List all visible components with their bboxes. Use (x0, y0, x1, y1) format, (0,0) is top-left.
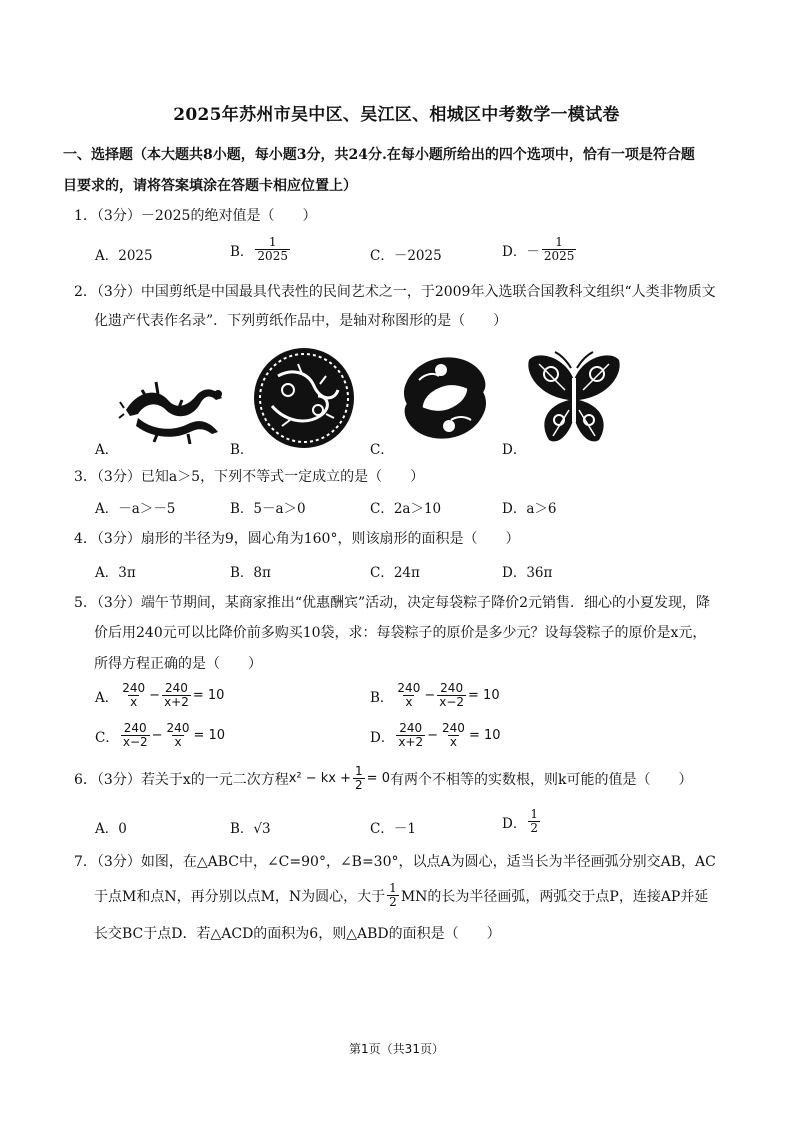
q4-option-a: A．3π (95, 565, 136, 581)
fraction-numerator: 1 (268, 235, 277, 249)
minus-sign: − (151, 728, 163, 743)
equation-rhs: = 10 (192, 688, 225, 703)
fraction-denominator: x−2 (122, 735, 148, 749)
fraction-numerator: 1 (355, 764, 363, 778)
q6-equation (289, 765, 390, 792)
q1-stem: 1．（3分）－2025的绝对值是（ ） (74, 208, 317, 224)
q7-line-2-pre: 于点M和点N，再分别以点M，N为圆心，大于 (94, 888, 386, 905)
q5-option-a (95, 682, 224, 709)
q1-option-d (502, 236, 578, 263)
q4-option-b: B．8π (230, 565, 271, 581)
equation-right: = 0 (366, 771, 390, 786)
fraction-numerator: 240 (442, 721, 465, 735)
q6-stem (74, 765, 692, 792)
page-footer: 第1页（共31页） (349, 1042, 444, 1056)
page-title: 2025年苏州市吴中区、吴江区、相城区中考数学一模试卷 (173, 105, 620, 125)
fraction (121, 722, 150, 749)
fraction-denominator: 2 (355, 778, 363, 792)
q5-stem-line-3: 所得方程正确的是（ ） (94, 656, 262, 672)
section-heading-line-2: 目要求的，请将答案填涂在答题卡相应位置上） (63, 178, 357, 194)
fraction-numerator: 240 (440, 681, 464, 695)
q6-option-c: C．－1 (370, 821, 416, 837)
q1-option-a: A．2025 (95, 248, 153, 264)
fraction-denominator: x+2 (164, 695, 189, 709)
q6-option-d-fraction (528, 808, 540, 835)
fraction (437, 682, 466, 709)
q6-option-a: A．0 (95, 821, 127, 837)
q2-option-c: C． (370, 442, 394, 458)
fraction-numerator: 240 (397, 681, 421, 695)
q3-stem: 3．（3分）已知a＞5，下列不等式一定成立的是（ ） (74, 469, 425, 485)
fraction-denominator: x (449, 735, 458, 749)
q5-option-d-equation (394, 722, 500, 749)
equation-rhs: = 10 (193, 728, 226, 743)
fraction-numerator: 240 (165, 681, 188, 695)
fraction-denominator: 2025 (257, 249, 288, 263)
q3-option-a: A．－a＞－5 (95, 501, 176, 517)
equation-rhs: = 10 (468, 728, 501, 743)
swirl-papercut-image (395, 346, 495, 450)
fraction (353, 765, 365, 792)
q5-stem-line-1: 5．（3分）端午节期间，某商家推出“优惠酬宾”活动，决定每袋粽子降价2元销售．细心的小夏发现，降 (74, 595, 711, 611)
q1-option-d-fraction (542, 236, 577, 263)
fraction-denominator: x (405, 695, 413, 709)
q1-option-b (230, 236, 292, 263)
fraction (162, 682, 191, 709)
section-heading-line-1: 一、选择题（本大题共8小题，每小题3分，共24分.在每小题所给出的四个选项中，恰有一项是符合题 (63, 147, 695, 163)
q5-option-b-equation (393, 682, 499, 709)
q5-option-c-equation (119, 722, 225, 749)
fraction-denominator: x (130, 695, 138, 709)
fraction-numerator: 240 (399, 721, 423, 735)
fraction-denominator: 2 (530, 821, 538, 835)
q5-option-c-label: C． (95, 729, 119, 746)
q3-option-b: B．5－a＞0 (230, 501, 306, 517)
fraction-denominator: x−2 (439, 695, 465, 709)
q2-stem-line-1: 2．（3分）中国剪纸是中国最具代表性的民间艺术之一，于2009年入选联合国教科文组织“人类非物质文 (74, 284, 716, 300)
equation-rhs: = 10 (468, 688, 500, 703)
q5-option-a-equation (118, 682, 224, 709)
fraction-numerator: 240 (166, 721, 190, 735)
q7-stem-line-2 (94, 882, 708, 909)
butterfly-papercut-image (525, 350, 623, 450)
q3-option-d: D．a＞6 (502, 501, 557, 517)
q6-option-d-label: D． (502, 815, 527, 832)
minus-sign: − (427, 728, 439, 743)
fraction (165, 722, 192, 749)
q5-option-b-label: B． (370, 689, 394, 706)
q3-option-c: C．2a＞10 (370, 501, 442, 517)
fraction (440, 722, 467, 749)
q2-option-b: B． (230, 442, 254, 458)
q7-line-2-post: MN的长为半径画弧，两弧交于点P，连接AP并延 (400, 888, 709, 905)
q4-option-c: C．24π (370, 565, 420, 581)
dragon-papercut-image (118, 370, 228, 450)
q1-option-d-label: D．－ (502, 243, 540, 260)
fraction-numerator: 1 (389, 881, 397, 895)
q2-option-a: A． (95, 442, 119, 458)
q1-option-b-label: B． (230, 243, 254, 260)
q2-stem-line-2: 化遗产代表作名录”．下列剪纸作品中，是轴对称图形的是（ ） (94, 313, 508, 329)
fraction-numerator: 240 (123, 721, 147, 735)
fraction (387, 882, 399, 909)
section-heading (63, 140, 733, 202)
q6-stem-pre: 6．（3分）若关于x的一元二次方程 (74, 771, 289, 788)
q5-option-d (370, 722, 501, 749)
equation-left: x² − kx + (288, 771, 352, 786)
fraction-numerator: 1 (530, 807, 538, 821)
q5-option-a-label: A． (95, 689, 119, 706)
q6-option-b: B．√3 (230, 821, 271, 837)
q2-option-d: D． (502, 442, 527, 458)
fraction-denominator: 2 (389, 895, 397, 909)
round-papercut-image (248, 346, 360, 450)
q5-option-c (95, 722, 225, 749)
q5-option-d-label: D． (370, 729, 395, 746)
fraction (396, 722, 425, 749)
q5-option-b (370, 682, 500, 709)
fraction-numerator: 240 (122, 681, 146, 695)
minus-sign: − (149, 688, 161, 703)
fraction-numerator: 1 (555, 235, 563, 249)
q6-option-d (502, 808, 542, 835)
q4-stem: 4．（3分）扇形的半径为9，圆心角为160°，则该扇形的面积是（ ） (74, 531, 520, 547)
q6-stem-post: 有两个不相等的实数根，则k可能的值是（ ） (389, 771, 693, 788)
q1-option-b-fraction (255, 236, 290, 263)
fraction-denominator: 2025 (543, 249, 575, 263)
q1-option-c: C．－2025 (370, 248, 442, 264)
fraction-denominator: x+2 (398, 735, 424, 749)
minus-sign: − (424, 688, 436, 703)
q7-stem-line-3: 长交BC于点D．若△ACD的面积为6，则△ABD的面积是（ ） (94, 926, 501, 942)
q5-stem-line-2: 价后用240元可以比降价前多购买10袋，求：每袋粽子的原价是多少元？设每袋粽子的原价是x元， (94, 625, 707, 641)
fraction (395, 682, 422, 709)
fraction (120, 682, 147, 709)
fraction-denominator: x (174, 735, 182, 749)
q7-stem-line-1: 7．（3分）如图，在△ABC中，∠C=90°，∠B=30°，以点A为圆心，适当长为半径画弧分别交AB，AC (74, 854, 716, 870)
q4-option-d: D．36π (502, 565, 553, 581)
